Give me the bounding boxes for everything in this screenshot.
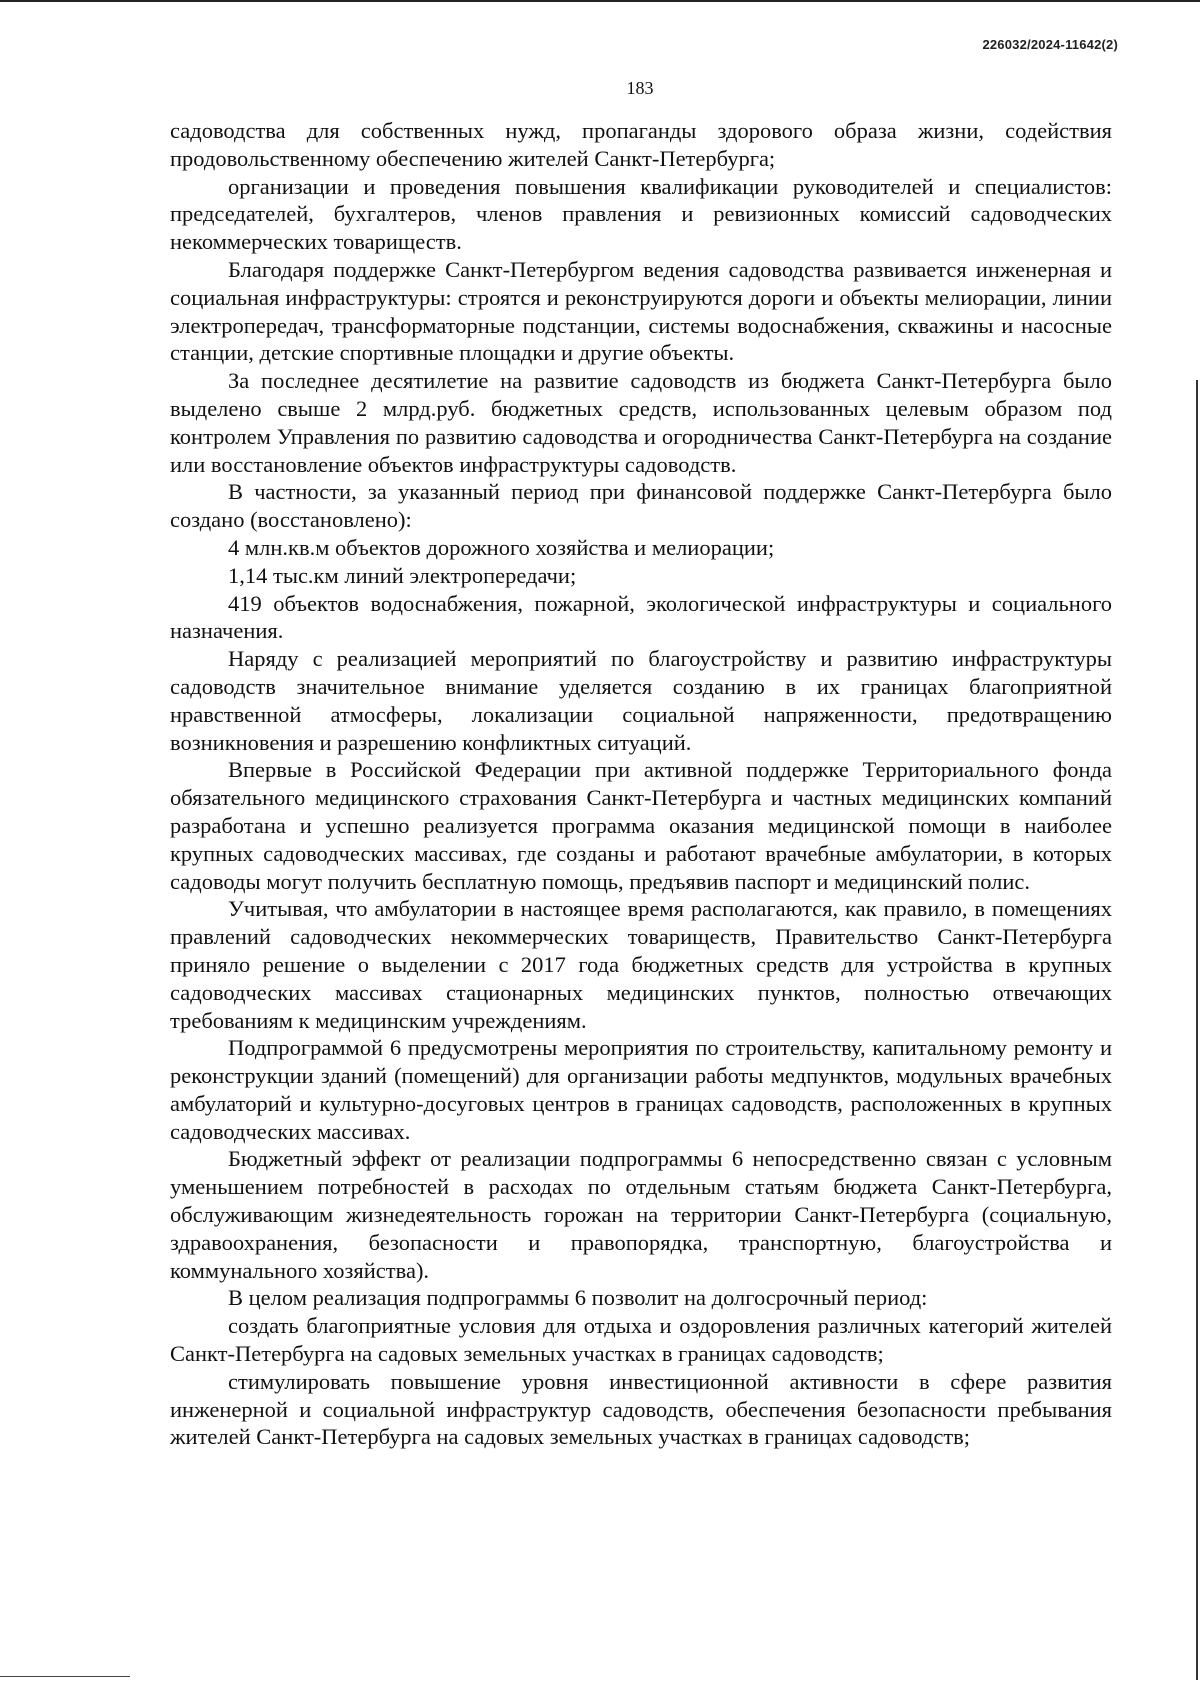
paragraph: Благодаря поддержке Санкт-Петербургом ведения садоводства развивается инженерная и социальная инфраструктуры: строятся и реконструируются дороги и объекты мелиорации, линии электропередач, трансформаторные подстанции, системы водоснабжения, скважины и насосные станции, детские спортивные площадки и другие объекты. bbox=[170, 256, 1112, 366]
paragraph: создать благоприятные условия для отдыха и оздоровления различных категорий жителей Санкт-Петербурга на садовых земельных участках в границах садоводств; bbox=[170, 1313, 1112, 1367]
scan-edge-right bbox=[1196, 380, 1198, 1680]
paragraph: 419 объектов водоснабжения, пожарной, экологической инфраструктуры и социального назначения. bbox=[170, 590, 1112, 644]
paragraph: За последнее десятилетие на развитие садоводств из бюджета Санкт-Петербурга было выделено свыше 2 млрд.руб. бюджетных средств, использованных целевым образом под контролем Управления по развитию садоводства и огородничества Санкт-Петербурга на создание или восстановление объектов инфраструктуры садоводств. bbox=[170, 368, 1112, 477]
paragraph: Бюджетный эффект от реализации подпрограммы 6 непосредственно связан с условным уменьшением потребностей в расходах по отдельным статьям бюджета Санкт-Петербурга, обслуживающим жизнедеятельность горожан на территории Санкт-Петербурга (социальную, здравоохранения, безопасности и правопорядка, транспортную, благоустройства и коммунального хозяйства). bbox=[170, 1146, 1112, 1283]
paragraph: 4 млн.кв.м объектов дорожного хозяйства и мелиорации; bbox=[228, 534, 775, 560]
paragraph: Учитывая, что амбулатории в настоящее время располагаются, как правило, в помещениях правлений садоводческих некоммерческих товариществ, Правительство Санкт-Петербурга приняло решение о выделении с 2017 года бюджетных средств для устройства в крупных садоводческих массивах стационарных медицинских пунктов, полностью отвечающих требованиям к медицинским учреждениям. bbox=[170, 896, 1112, 1033]
paragraph: 1,14 тыс.км линий электропередачи; bbox=[228, 562, 577, 588]
paragraph: организации и проведения повышения квалификации руководителей и специалистов: председателей, бухгалтеров, членов правления и ревизионных комиссий садоводческих некоммерческих товариществ. bbox=[170, 173, 1112, 255]
paragraph: В частности, за указанный период при финансовой поддержке Санкт-Петербурга было создано (восстановлено): bbox=[170, 479, 1112, 533]
paragraph: Наряду с реализацией мероприятий по благоустройству и развитию инфраструктуры садоводств значительное внимание уделяется созданию в их границах благоприятной нравственной атмосферы, локализации социальной напряженности, предотвращению возникновения и разрешению конфликтных ситуаций. bbox=[170, 646, 1112, 755]
document-body bbox=[170, 117, 1112, 1451]
scan-edge-top bbox=[0, 0, 1200, 2]
paragraph: стимулировать повышение уровня инвестиционной активности в сфере развития инженерной и социальной инфраструктур садоводств, обеспечения безопасности пребывания жителей Санкт-Петербурга на садовых земельных участках в границах садоводств; bbox=[170, 1368, 1112, 1450]
paragraph: Подпрограммой 6 предусмотрены мероприятия по строительству, капитальному ремонту и реконструкции зданий (помещений) для организации работы медпунктов, модульных врачебных амбулаторий и культурно-досуговых центров в границах садоводств, расположенных в крупных садоводческих массивах. bbox=[170, 1035, 1112, 1144]
page-number: 183 bbox=[626, 78, 654, 98]
scan-edge-bottom bbox=[0, 1676, 130, 1677]
paragraph: Впервые в Российской Федерации при активной поддержке Территориального фонда обязательного медицинского страхования Санкт-Петербурга и частных медицинских компаний разработана и успешно реализуется программа оказания медицинской помощи в наиболее крупных садоводческих массивах, где созданы и работают врачебные амбулатории, в которых садоводы могут получить бесплатную помощь, предъявив паспорт и медицинский полис. bbox=[170, 757, 1112, 894]
document-id: 226032/2024-11642(2) bbox=[982, 37, 1118, 52]
paragraph: В целом реализация подпрограммы 6 позволит на долгосрочный период: bbox=[228, 1285, 928, 1311]
paragraph: садоводства для собственных нужд, пропаганды здорового образа жизни, содействия продовольственному обеспечению жителей Санкт-Петербурга; bbox=[170, 118, 1112, 171]
